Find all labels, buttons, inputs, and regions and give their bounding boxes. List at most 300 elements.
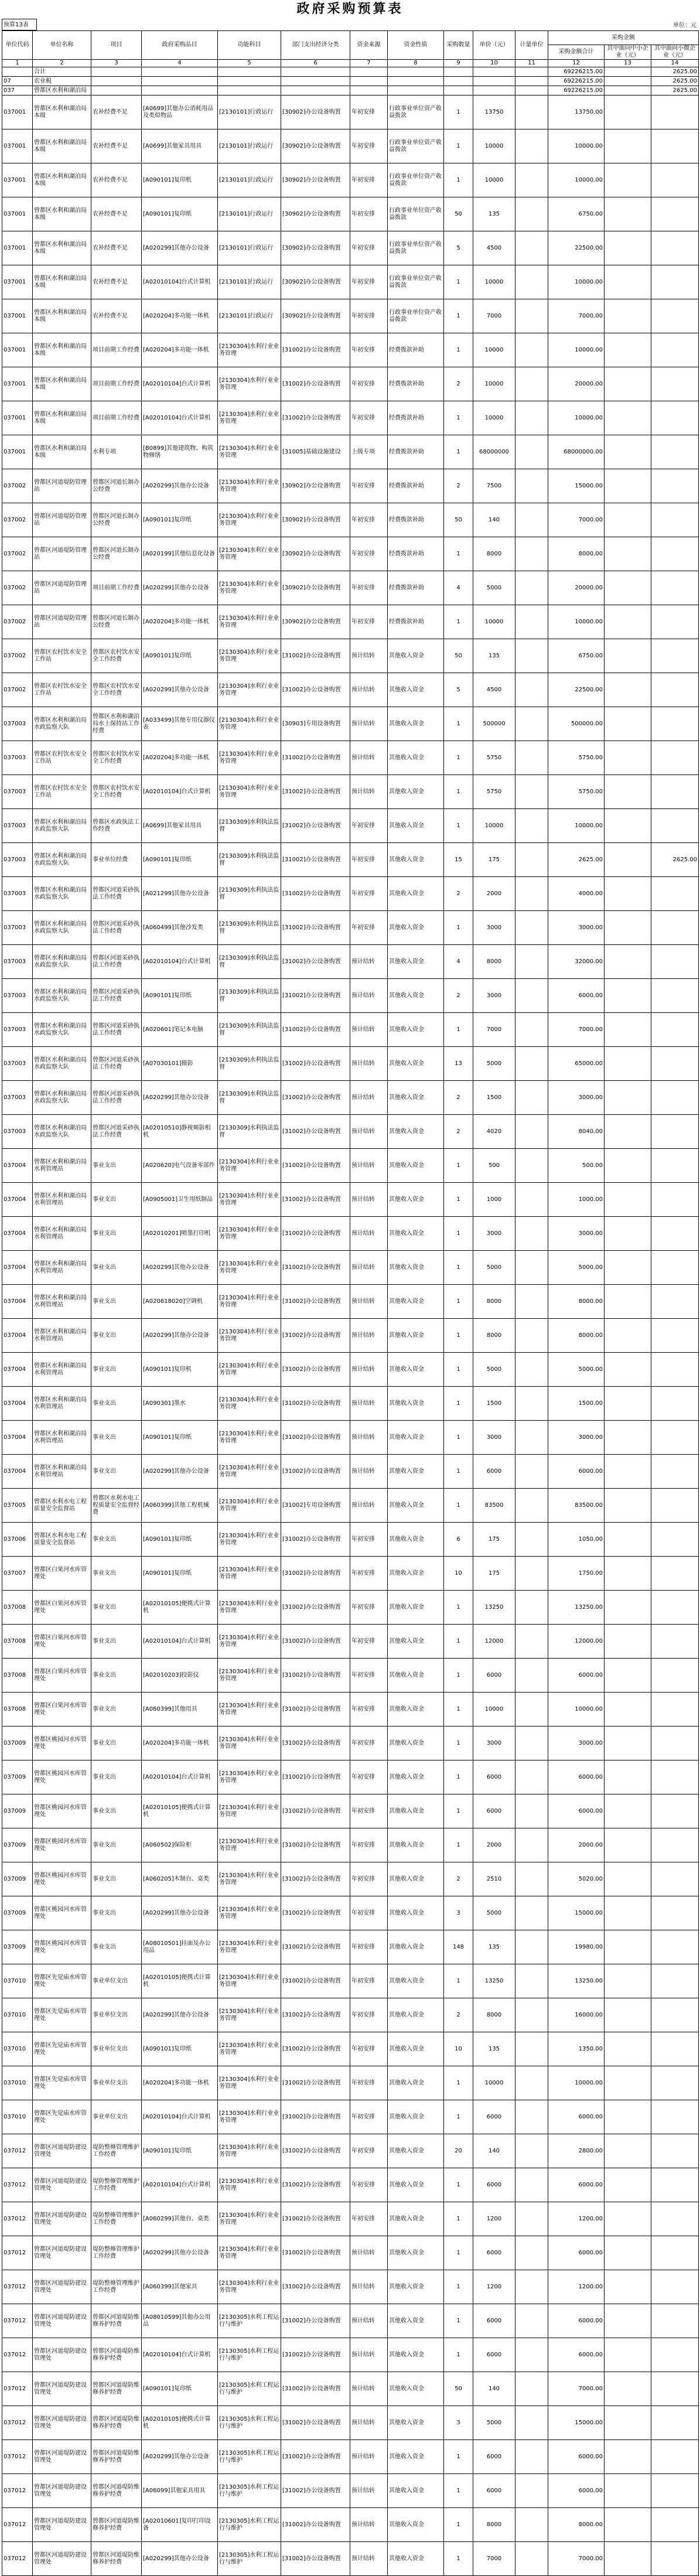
cell-sme (605, 1081, 651, 1115)
cell-fund-nature: 其他收入资金 (388, 1896, 444, 1930)
table-row (2, 605, 699, 639)
cell-function: [2130101]行政运行 (218, 129, 281, 163)
cell-project: 曾都区河道堤防维修养护经费 (91, 2372, 142, 2406)
cell-econ: [31002]办公设备购置 (281, 1727, 350, 1760)
cell-unit-name: 曾都区水利和湖泊局本级 (33, 367, 91, 401)
cell-price: 10000 (473, 265, 515, 299)
cell-measure (515, 2168, 548, 2202)
cell-function: [2130304]水利行业业务管理 (218, 2202, 281, 2236)
cell-price: 7500 (473, 469, 515, 503)
cell-sme (605, 571, 651, 605)
cell-sme (605, 775, 651, 809)
col-header-unit-name: 单位名称 (33, 31, 91, 60)
cell-fund-source: 预计结转 (350, 1353, 388, 1387)
cell-qty: 1 (444, 911, 473, 945)
cell-fund-source: 年初安排 (350, 1727, 388, 1760)
cell-empty (515, 67, 548, 77)
cell-sme (605, 911, 651, 945)
cell-fund-nature: 经费拨款补助 (388, 605, 444, 639)
cell-sme (605, 1794, 651, 1828)
cell-price: 12000 (473, 1625, 515, 1659)
cell-fund-nature: 其他收入资金 (388, 2542, 444, 2576)
cell-function: [2130304]水利行业业务管理 (218, 1523, 281, 1557)
cell-function: [2130305]水利工程运行与维护 (218, 2440, 281, 2474)
cell-project: 事业支出 (91, 1727, 142, 1760)
table-row (2, 231, 699, 265)
cell-price: 1500 (473, 1387, 515, 1421)
cell-unit-code: 037001 (2, 163, 33, 197)
cell-qty: 1 (444, 2304, 473, 2338)
cell-unit-code: 037001 (2, 367, 33, 401)
cell-micro (651, 673, 699, 707)
cell-fund-nature: 其他收入资金 (388, 1557, 444, 1591)
cell-unit-code: 037009 (2, 1828, 33, 1862)
cell-catalog: [A090101]复印纸 (142, 1523, 218, 1557)
cell-measure (515, 1217, 548, 1251)
cell-sme (605, 1625, 651, 1659)
cell-qty: 50 (444, 197, 473, 231)
cell-function: [2130304]水利行业业务管理 (218, 707, 281, 741)
cell-measure (515, 945, 548, 979)
cell-sme (605, 1387, 651, 1421)
cell-unit-code: 037009 (2, 1930, 33, 1964)
cell-function: [2130304]水利行业业务管理 (218, 2168, 281, 2202)
cell-catalog: [A02010105]便携式计算机 (142, 2406, 218, 2440)
cell-fund-nature: 其他收入资金 (388, 2406, 444, 2440)
cell-total: 22500.00 (548, 673, 605, 707)
cell-total: 32000.00 (548, 945, 605, 979)
cell-fund-nature: 其他收入资金 (388, 1455, 444, 1489)
cell-function: [2130304]水利行业业务管理 (218, 401, 281, 435)
cell-qty: 2 (444, 1862, 473, 1896)
cell-unit-name: 曾都区白果河水库管理处 (33, 1693, 91, 1727)
cell-total: 7000.00 (548, 2372, 605, 2406)
cell-econ: [31002]办公设备购置 (281, 1523, 350, 1557)
cell-fund-nature: 经费拨款补助 (388, 571, 444, 605)
table-row (2, 945, 699, 979)
cell-project: 农补经费不足 (91, 197, 142, 231)
cell-price: 6000 (473, 1455, 515, 1489)
cell-qty: 1 (444, 1319, 473, 1353)
cell-fund-source: 年初安排 (350, 2168, 388, 2202)
cell-measure (515, 877, 548, 911)
cell-econ: [31002]办公设备购置 (281, 1421, 350, 1455)
cell-total: 3000.00 (548, 911, 605, 945)
cell-function: [2130101]行政运行 (218, 231, 281, 265)
cell-project: 曾都区河道堤防维修养护经费 (91, 2304, 142, 2338)
cell-unit-code: 037003 (2, 1081, 33, 1115)
cell-function: [2130101]行政运行 (218, 163, 281, 197)
cell-fund-nature: 其他收入资金 (388, 2202, 444, 2236)
cell-fund-source: 预计结转 (350, 2304, 388, 2338)
cell-price: 6000 (473, 1794, 515, 1828)
cell-qty: 2 (444, 1115, 473, 1149)
cell-price: 13250 (473, 1591, 515, 1625)
cell-fund-source: 年初安排 (350, 1557, 388, 1591)
cell-fund-nature: 其他收入资金 (388, 1387, 444, 1421)
cell-fund-nature: 其他收入资金 (388, 1727, 444, 1760)
cell-micro (651, 265, 699, 299)
cell-total: 20000.00 (548, 571, 605, 605)
cell-micro (651, 1047, 699, 1081)
cell-empty (142, 67, 218, 77)
cell-qty: 1 (444, 299, 473, 333)
cell-unit-code: 037005 (2, 1489, 33, 1523)
cell-econ: [31002]办公设备购置 (281, 1013, 350, 1047)
cell-unit-code: 037012 (2, 2236, 33, 2270)
cell-unit-code: 037009 (2, 1727, 33, 1760)
cell-micro (651, 2372, 699, 2406)
cell-qty: 1 (444, 1217, 473, 1251)
cell-unit-name: 曾都区桃园河水库管理处 (33, 1896, 91, 1930)
cell-empty (515, 86, 548, 95)
cell-project: 曾都区河道采砂执法工作经费 (91, 1115, 142, 1149)
cell-fund-source: 预计结转 (350, 1319, 388, 1353)
cell-qty: 50 (444, 639, 473, 673)
cell-unit-name: 曾都区水利和湖泊局水利管理站 (33, 1455, 91, 1489)
cell-fund-source: 预计结转 (350, 2236, 388, 2270)
cell-unit-name: 曾都区水利和湖泊局水利管理站 (33, 1387, 91, 1421)
cell-total: 3000.00 (548, 1081, 605, 1115)
cell-catalog: [A020299]其他办公设备 (142, 2542, 218, 2576)
cell-qty: 1 (444, 1285, 473, 1319)
cell-qty: 1 (444, 2100, 473, 2134)
cell-project: 堤防整修管理维护工作经费 (91, 2134, 142, 2168)
cell-micro (651, 1115, 699, 1149)
cell-fund-source: 年初安排 (350, 1693, 388, 1727)
cell-unit-code: 037001 (2, 265, 33, 299)
cell-measure (515, 1625, 548, 1659)
table-row (2, 1149, 699, 1183)
cell-measure (515, 1964, 548, 1998)
cell-econ: [31002]办公设备购置 (281, 2032, 350, 2066)
cell-micro: 2625.00 (651, 77, 699, 86)
cell-econ: [31002]办公设备购置 (281, 2440, 350, 2474)
cell-sme (605, 231, 651, 265)
cell-measure (515, 809, 548, 843)
cell-unit-name: 曾都区水利和湖泊局水利管理站 (33, 1217, 91, 1251)
cell-measure (515, 95, 548, 129)
cell-qty: 1 (444, 95, 473, 129)
cell-unit-code: 037004 (2, 1285, 33, 1319)
cell-total: 7000.00 (548, 503, 605, 537)
cell-project: 农补经费不足 (91, 163, 142, 197)
cell-price: 6000 (473, 2168, 515, 2202)
cell-fund-nature: 其他收入资金 (388, 2100, 444, 2134)
cell-fund-source: 年初安排 (350, 503, 388, 537)
col-header-measure: 计量单位 (515, 31, 548, 60)
cell-total: 13750.00 (548, 95, 605, 129)
col-header-price: 单价（元） (473, 31, 515, 60)
table-row (2, 1489, 699, 1523)
cell-measure (515, 2542, 548, 2576)
cell-micro (651, 2202, 699, 2236)
cell-unit-code: 037012 (2, 2440, 33, 2474)
cell-total: 1050.00 (548, 1523, 605, 1557)
cell-fund-source: 年初安排 (350, 2066, 388, 2100)
cell-qty: 2 (444, 979, 473, 1013)
cell-econ: [30902]办公设备购置 (281, 197, 350, 231)
cell-unit-code: 037009 (2, 1794, 33, 1828)
cell-econ: [30902]办公设备购置 (281, 503, 350, 537)
cell-sme (605, 1557, 651, 1591)
cell-micro (651, 1353, 699, 1387)
cell-project: 曾都区河道采砂执法工作经费 (91, 877, 142, 911)
cell-sme (605, 1149, 651, 1183)
cell-econ: [31002]办公设备购置 (281, 673, 350, 707)
cell-function: [2130304]水利行业业务管理 (218, 1421, 281, 1455)
cell-sme (605, 2134, 651, 2168)
col-header-total: 采购金额合计 (548, 45, 605, 60)
cell-econ: [31005]基础设施建设 (281, 435, 350, 469)
cell-fund-source: 预计结转 (350, 2474, 388, 2508)
cell-fund-source: 预计结转 (350, 2508, 388, 2542)
cell-catalog: [A020299]其他办公设备 (142, 2236, 218, 2270)
cell-econ: [31002]办公设备购置 (281, 1251, 350, 1285)
table-row (2, 2202, 699, 2236)
cell-unit-code: 037012 (2, 2406, 33, 2440)
cell-qty: 1 (444, 775, 473, 809)
cell-total: 10000.00 (548, 809, 605, 843)
cell-catalog: [A020204]多功能一体机 (142, 605, 218, 639)
cell-unit-name: 曾都区水利和湖泊局水利管理站 (33, 1251, 91, 1285)
cell-sme (605, 77, 651, 86)
cell-project: 曾都区河道堤防维修养护经费 (91, 2440, 142, 2474)
cell-fund-nature: 其他收入资金 (388, 2168, 444, 2202)
cell-price: 500000 (473, 707, 515, 741)
cell-micro (651, 1523, 699, 1557)
cell-micro (651, 2508, 699, 2542)
cell-micro (651, 503, 699, 537)
cell-econ: [30902]办公设备购置 (281, 605, 350, 639)
cell-micro (651, 877, 699, 911)
cell-function: [2130304]水利行业业务管理 (218, 775, 281, 809)
cell-price: 8000 (473, 2508, 515, 2542)
cell-function: [2130304]水利行业业务管理 (218, 741, 281, 775)
cell-unit-name: 曾都区水利和湖泊局水政监察大队 (33, 1047, 91, 1081)
cell-sme (605, 1828, 651, 1862)
cell-total: 1350.00 (548, 2032, 605, 2066)
cell-econ: [30902]办公设备购置 (281, 537, 350, 571)
cell-qty: 148 (444, 1930, 473, 1964)
cell-unit-name: 曾都区河道堤防建设管理处 (33, 2134, 91, 2168)
cell-sme (605, 2372, 651, 2406)
cell-sme (605, 2100, 651, 2134)
cell-unit-code: 037004 (2, 1421, 33, 1455)
cell-project: 农补经费不足 (91, 129, 142, 163)
cell-catalog: [A020299]其他办公设备 (142, 1081, 218, 1115)
table-row (2, 333, 699, 367)
cell-sme (605, 639, 651, 673)
cell-econ: [31002]办公设备购置 (281, 1217, 350, 1251)
cell-price: 10000 (473, 129, 515, 163)
cell-price: 140 (473, 2372, 515, 2406)
table-row (2, 1998, 699, 2032)
cell-fund-source: 年初安排 (350, 231, 388, 265)
cell-unit-code: 037003 (2, 877, 33, 911)
header-row (2, 31, 699, 45)
cell-function: [2130305]水利工程运行与维护 (218, 2474, 281, 2508)
cell-catalog: [A060502]保险柜 (142, 1828, 218, 1862)
cell-total: 1200.00 (548, 2270, 605, 2304)
cell-catalog: [A090101]复印纸 (142, 2372, 218, 2406)
cell-micro (651, 1964, 699, 1998)
cell-price: 5000 (473, 571, 515, 605)
cell-micro (651, 129, 699, 163)
cell-fund-source: 预计结转 (350, 1489, 388, 1523)
cell-fund-nature: 其他收入资金 (388, 1794, 444, 1828)
cell-fund-nature: 行政事业单位资产收益拨款 (388, 197, 444, 231)
cell-fund-source: 年初安排 (350, 367, 388, 401)
cell-sme (605, 1251, 651, 1285)
cell-micro (651, 2270, 699, 2304)
column-index-row (2, 60, 699, 67)
cell-fund-nature: 其他收入资金 (388, 1693, 444, 1727)
cell-unit-name: 曾都区河道堤防管理站 (33, 503, 91, 537)
cell-fund-nature: 其他收入资金 (388, 809, 444, 843)
cell-unit-code: 037003 (2, 1115, 33, 1149)
cell-catalog: [A020299]其他办公设备 (142, 2440, 218, 2474)
cell-econ: [31002]办公设备购置 (281, 741, 350, 775)
cell-measure (515, 265, 548, 299)
cell-micro (651, 1727, 699, 1760)
cell-econ: [31002]专用设备购置 (281, 1489, 350, 1523)
cell-unit-name: 曾都区水利和湖泊局水利管理站 (33, 1421, 91, 1455)
col-header-econ: 部门支出经济分类 (281, 31, 350, 60)
cell-project: 事业单位支出 (91, 1964, 142, 1998)
cell-unit-code: 037012 (2, 2474, 33, 2508)
cell-unit-code: 037012 (2, 2508, 33, 2542)
table-row (2, 2032, 699, 2066)
cell-unit-code: 037001 (2, 231, 33, 265)
cell-function: [2130101]行政运行 (218, 95, 281, 129)
cell-unit-name: 曾都区河道堤防建设管理处 (33, 2474, 91, 2508)
cell-total: 6750.00 (548, 197, 605, 231)
cell-price: 3000 (473, 1217, 515, 1251)
cell-unit-name: 曾都区水利和湖泊局水政监察大队 (33, 707, 91, 741)
cell-project: 事业支出 (91, 1591, 142, 1625)
cell-unit-name: 曾都区河道堤防建设管理处 (33, 2236, 91, 2270)
cell-fund-nature: 其他收入资金 (388, 979, 444, 1013)
cell-measure (515, 1930, 548, 1964)
cell-fund-nature: 经费拨款补助 (388, 367, 444, 401)
cell-sme (605, 1591, 651, 1625)
cell-unit-code: 037006 (2, 1523, 33, 1557)
cell-fund-source: 预计结转 (350, 2406, 388, 2440)
cell-fund-nature: 其他收入资金 (388, 1523, 444, 1557)
cell-sme (605, 537, 651, 571)
cell-unit-name: 曾都区白果河水库管理处 (33, 1557, 91, 1591)
cell-sme (605, 2542, 651, 2576)
cell-catalog: [A020299]其他办公设备 (142, 673, 218, 707)
cell-micro (651, 1557, 699, 1591)
cell-qty: 1 (444, 333, 473, 367)
cell-fund-nature: 行政事业单位资产收益拨款 (388, 129, 444, 163)
cell-micro (651, 979, 699, 1013)
cell-measure (515, 435, 548, 469)
cell-catalog: [A0699]其他家具用具 (142, 129, 218, 163)
cell-price: 3000 (473, 1727, 515, 1760)
cell-measure (515, 469, 548, 503)
cell-unit-name: 曾都区水利水电工程质量安全监督站 (33, 1523, 91, 1557)
cell-unit-name: 曾都区先觉庙水库管理处 (33, 2066, 91, 2100)
cell-unit-name: 曾都区桃园河水库管理处 (33, 1930, 91, 1964)
cell-qty: 5 (444, 673, 473, 707)
table-row (2, 673, 699, 707)
cell-function: [2130305]水利工程运行与维护 (218, 2304, 281, 2338)
table-row (2, 1421, 699, 1455)
cell-function: [2130304]水利行业业务管理 (218, 367, 281, 401)
cell-econ: [31002]办公设备购置 (281, 1659, 350, 1693)
cell-fund-nature: 其他收入资金 (388, 1421, 444, 1455)
cell-function: [2130305]水利工程运行与维护 (218, 2508, 281, 2542)
table-row (2, 1183, 699, 1217)
cell-empty (473, 67, 515, 77)
cell-total: 68000000.00 (548, 435, 605, 469)
cell-unit-name: 曾都区水利和湖泊局水政监察大队 (33, 843, 91, 877)
cell-unit-code: 037003 (2, 843, 33, 877)
cell-econ: [30902]办公设备购置 (281, 163, 350, 197)
cell-measure (515, 2508, 548, 2542)
cell-econ: [30902]办公设备购置 (281, 95, 350, 129)
cell-catalog: [A08010599]其他办公用品 (142, 2304, 218, 2338)
cell-project: 项目前期工作经费 (91, 401, 142, 435)
index-cell: 8 (388, 60, 444, 67)
cell-empty (515, 77, 548, 86)
cell-sme (605, 741, 651, 775)
cell-econ: [31002]办公设备购置 (281, 333, 350, 367)
cell-function: [2130304]水利行业业务管理 (218, 2066, 281, 2100)
cell-qty: 1 (444, 1149, 473, 1183)
index-cell: 11 (515, 60, 548, 67)
cell-unit-name: 曾都区水利和湖泊局本级 (33, 435, 91, 469)
cell-project: 曾都区河道堤防维修养护经费 (91, 2508, 142, 2542)
index-cell: 5 (218, 60, 281, 67)
cell-project: 水利专项 (91, 435, 142, 469)
cell-micro (651, 1455, 699, 1489)
cell-fund-source: 预计结转 (350, 2372, 388, 2406)
cell-qty: 5 (444, 231, 473, 265)
cell-empty (444, 77, 473, 86)
cell-econ: [31002]办公设备购置 (281, 877, 350, 911)
cell-price: 5750 (473, 775, 515, 809)
cell-catalog: [A020618020]空调机 (142, 1285, 218, 1319)
cell-fund-nature: 行政事业单位资产收益拨款 (388, 163, 444, 197)
cell-fund-source: 预计结转 (350, 1455, 388, 1489)
cell-price: 3000 (473, 1421, 515, 1455)
cell-sme (605, 503, 651, 537)
cell-unit-name: 曾都区河道堤防管理站 (33, 571, 91, 605)
cell-qty: 1 (444, 1013, 473, 1047)
cell-measure (515, 2134, 548, 2168)
cell-function: [2130309]水利执法监督 (218, 979, 281, 1013)
cell-unit-code: 037008 (2, 1693, 33, 1727)
cell-unit-code: 037003 (2, 911, 33, 945)
cell-sme (605, 67, 651, 77)
cell-qty: 1 (444, 1964, 473, 1998)
cell-unit-code: 037003 (2, 775, 33, 809)
cell-function: [2130304]水利行业业务管理 (218, 1489, 281, 1523)
cell-unit-name: 曾都区水利和湖泊局本级 (33, 265, 91, 299)
cell-price: 175 (473, 843, 515, 877)
cell-micro (651, 435, 699, 469)
cell-catalog: [A020299]其他办公设备 (142, 1251, 218, 1285)
cell-measure (515, 231, 548, 265)
cell-fund-source: 年初安排 (350, 333, 388, 367)
cell-measure (515, 1828, 548, 1862)
cell-measure (515, 1387, 548, 1421)
cell-fund-source: 年初安排 (350, 197, 388, 231)
